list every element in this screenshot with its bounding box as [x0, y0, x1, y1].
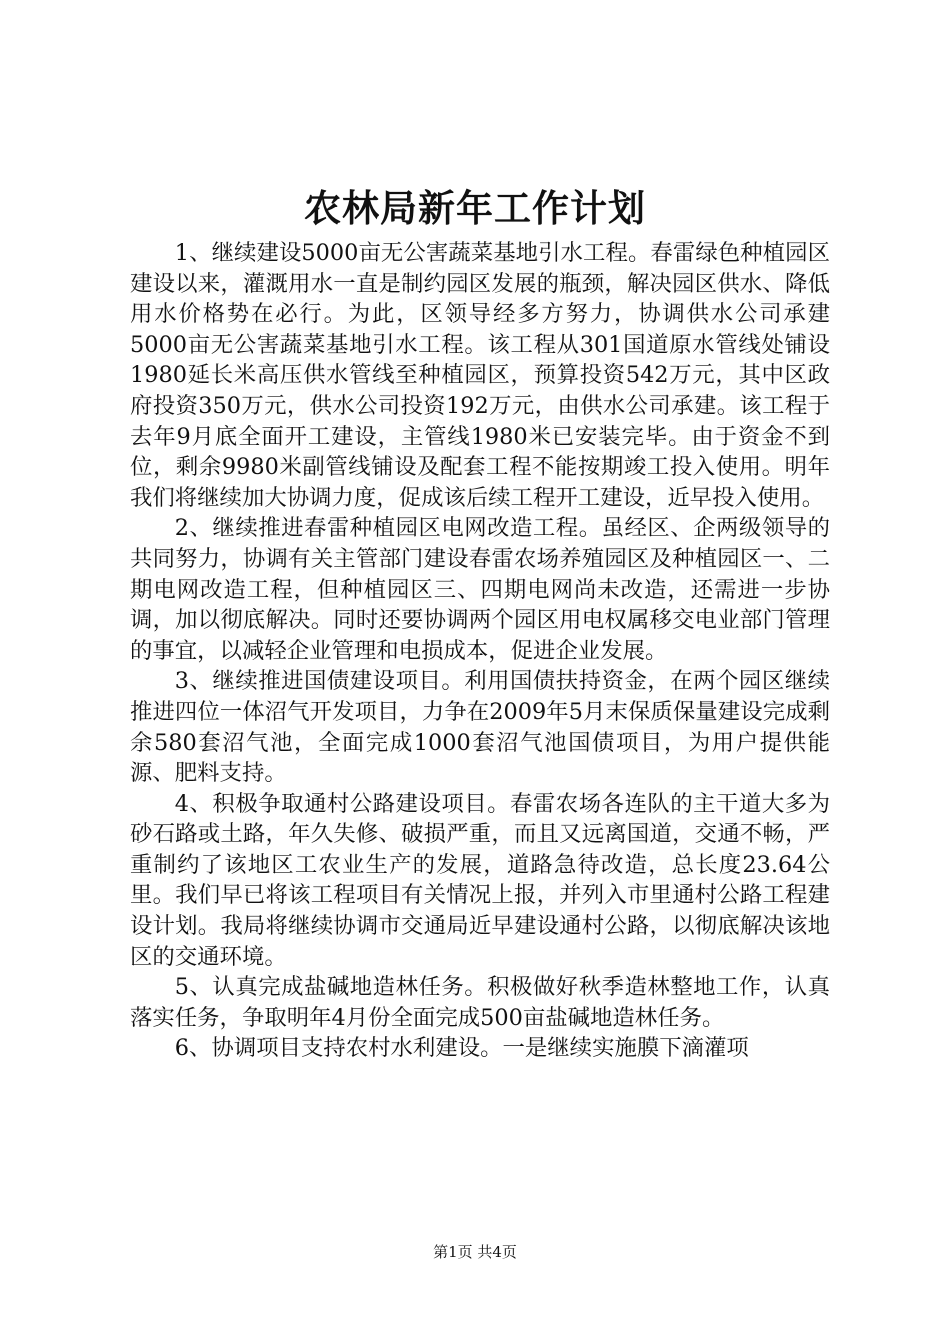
paragraph-4: 4、积极争取通村公路建设项目。春雷农场各连队的主干道大多为砂石路或土路，年久失修、破损严重，而且又远离国道，交通不畅，严重制约了该地区工农业生产的发展，道路急待改造，总长度23.64公里。我们早已将该工程项目有关情况上报，并列入市里通村公路工程建设计划。我局将继续协调市交通局近早建设通村公路，以彻底解决该地区的交通环境。	[130, 790, 830, 970]
paragraph-2: 2、继续推进春雷种植园区电网改造工程。虽经区、企两级领导的共同努力，协调有关主管部门建设春雷农场养殖园区及种植园区一、二期电网改造工程，但种植园区三、四期电网尚未改造，还需进一步协调，加以彻底解决。同时还要协调两个园区用电权属移交电业部门管理的事宜，以减轻企业管理和电损成本，促进企业发展。	[130, 515, 830, 664]
paragraph-6: 6、协调项目支持农村水利建设。一是继续实施膜下滴灌项	[174, 1035, 749, 1062]
paragraph-3: 3、继续推进国债建设项目。利用国债扶持资金，在两个园区继续推进四位一体沼气开发项目，力争在2009年5月末保质保量建设完成剩余580套沼气池，全面完成1000套沼气池国债项目，为用户提供能源、肥料支持。	[130, 668, 830, 787]
page-number-footer: 第1页 共4页	[433, 1243, 517, 1261]
document-title: 农林局新年工作计划	[304, 186, 646, 230]
document-body	[130, 238, 830, 1064]
paragraph-1: 1、继续建设5000亩无公害蔬菜基地引水工程。春雷绿色种植园区建设以来，灌溉用水一直是制约园区发展的瓶颈，解决园区供水、降低用水价格势在必行。为此，区领导经多方努力，协调供水公司承建5000亩无公害蔬菜基地引水工程。该工程从301国道原水管线处铺设1980延长米高压供水管线至种植园区，预算投资542万元，其中区政府投资350万元，供水公司投资192万元，由供水公司承建。该工程于去年9月底全面开工建设，主管线1980米已安装完毕。由于资金不到位，剩余9980米副管线铺设及配套工程不能按期竣工投入使用。明年我们将继续加大协调力度，促成该后续工程开工建设，近早投入使用。	[130, 240, 830, 511]
paragraph-5: 5、认真完成盐碱地造林任务。积极做好秋季造林整地工作，认真落实任务，争取明年4月份全面完成500亩盐碱地造林任务。	[130, 974, 830, 1031]
